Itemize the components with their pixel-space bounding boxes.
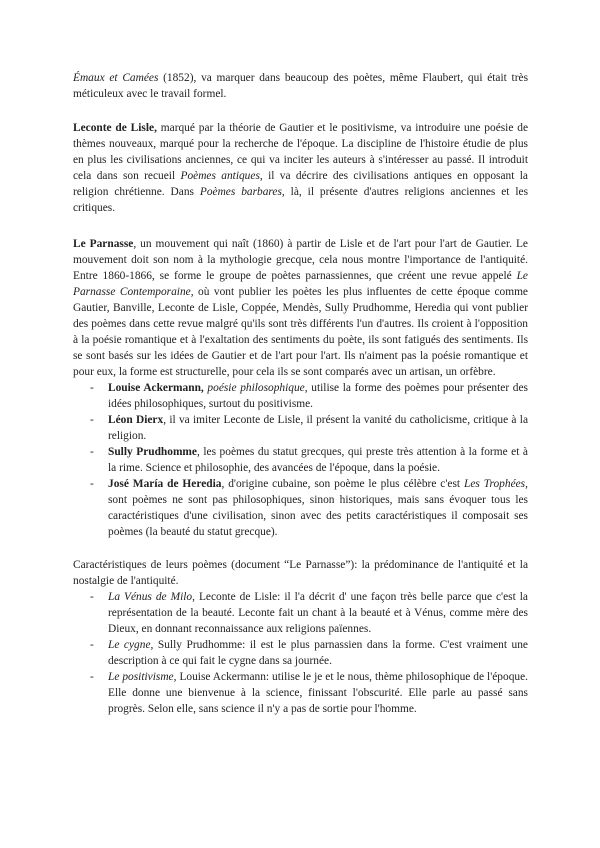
movement-name: Le Parnasse [73,238,134,250]
list-item: - La Vénus de Milo, Leconte de Lisle: il l'a décrit d' une façon très belle parce que c'est la représentation de la beauté. Leconte fait un chant à la beauté et à Vénus, comme mère des Dieux, en donnant reconnaissance aux religions païennes. [90,591,528,635]
work-title: Poèmes antiques [180,170,260,182]
dash-bullet: - [90,414,94,426]
characteristics-paragraph: Caractéristiques de leurs poèmes (document “Le Parnasse”): la prédominance de l'antiquité et la nostalgie de l'antiquité. [73,559,528,587]
list-item: - José María de Heredia, d'origine cubaine, son poème le plus célèbre c'est Les Trophées, sont poèmes ne sont pas philosophiques, sinon historiques, mais sans évoquer tous les caractéristiques d'une civilisation, sinon avec des petits caractéristiques il composait ses poèmes (la beauté du statut grecque). [90,478,528,538]
author-name: Léon Dierx [108,414,164,426]
author-name: Leconte de Lisle, [73,122,157,134]
list-item: - Louise Ackermann, poésie philosophique, utilise la forme des poèmes pour présenter des idées philosophiques, surtout du positivisme. [90,382,528,410]
list-item: - Léon Dierx, il va imiter Leconte de Lisle, il présent la vanité du catholicisme, critique à la religion. [90,414,528,442]
dash-bullet: - [90,382,94,394]
list-item: - Le positivisme, Louise Ackermann: utilise le je et le nous, thème philosophique de l'époque. Elle donne une bienvenue à la science, finissant l'obscurité. Elle parle au passé sans progrès. Selon elle, sans science il n'y a pas de sortie pour l'homme. [90,671,528,715]
author-name: José María de Heredia [108,478,222,490]
list-item: - Sully Prudhomme, les poèmes du statut grecques, qui preste très attention à la forme et à la rime. Science et philosophie, des avancées de l'époque, dans la poésie. [90,446,528,474]
work-title: Émaux et Camées [73,72,159,84]
poets-list [73,380,528,540]
author-name: Louise Ackermann, [108,382,204,394]
work-title: Le Parnasse Contemporaine, [73,270,528,298]
dash-bullet: - [90,478,94,490]
dash-bullet: - [90,671,94,683]
dash-bullet: - [90,446,94,458]
examples-list [73,589,528,717]
list-item: - Le cygne, Sully Prudhomme: il est le plus parnassien dans la forme. C'est vraiment une description à ce qui fait le cygne dans sa journée. [90,639,528,667]
intro-paragraph [73,70,528,102]
parnasse-paragraph: Le Parnasse, un mouvement qui naît (1860) à partir de Lisle et de l'art pour l'art de Gautier. Le mouvement doit son nom à la mythologie grecque, cela nous montre l'importance de l'antiquité. Entre 1860-1866, se forme le groupe de poètes parnassiennes, que créent une revue appelé Le Parnasse Contemporaine, où vont publier les poètes les plus influentes de cette époque comme Gautier, Banville, Leconte de Lisle, Coppée, Mendès, Sully Prudhomme, Heredia qui vont publier des poèmes dans cette revue malgré qu'ils sont très différents l'un d'autres. Ils croient à l'opposition à la poésie romantique et à l'exaltation des sentiments du poète, ils sont fatigués des sentiments. Ils se sont basés sur les idées de Gautier et de l'art pour l'art. Ils n'aiment pas la poésie romantique et pour eux, la forme est structurelle, pour cela ils se sont comparés avec un artisan, un orfèbre. [73,238,528,378]
work-title: Poèmes barbares [199,186,282,198]
work-title: La Vénus de Milo [108,591,193,603]
work-title: poésie philosophique [207,382,305,394]
dash-bullet: - [90,591,94,603]
author-name: Sully Prudhomme [108,446,197,458]
leconte-paragraph: Leconte de Lisle, marqué par la théorie de Gautier et le positivisme, va introduire une poésie de thèmes nouveaux, marqué pour la recherche de l'époque. La discipline de l'histoire étudie de plus en plus les civilisations anciennes, ce qui va inciter les auteurs à s'intéresser au passé. Il introduit cela dans son recueil Poèmes antiques, il va décrire des civilisations antiques en opposant la religion chrétienne. Dans Poèmes barbares, là, il présente d'autres religions anciennes et les critiques. [73,122,529,214]
work-title: Les Trophées [464,478,526,490]
dash-bullet: - [90,639,94,651]
work-title: Le cygne, [108,639,154,651]
work-title: Le positivisme [108,671,174,683]
paragraph-text: (1852), va marquer dans beaucoup des poètes, même Flaubert, qui était très méticuleux avec le travail formel. [73,72,528,100]
